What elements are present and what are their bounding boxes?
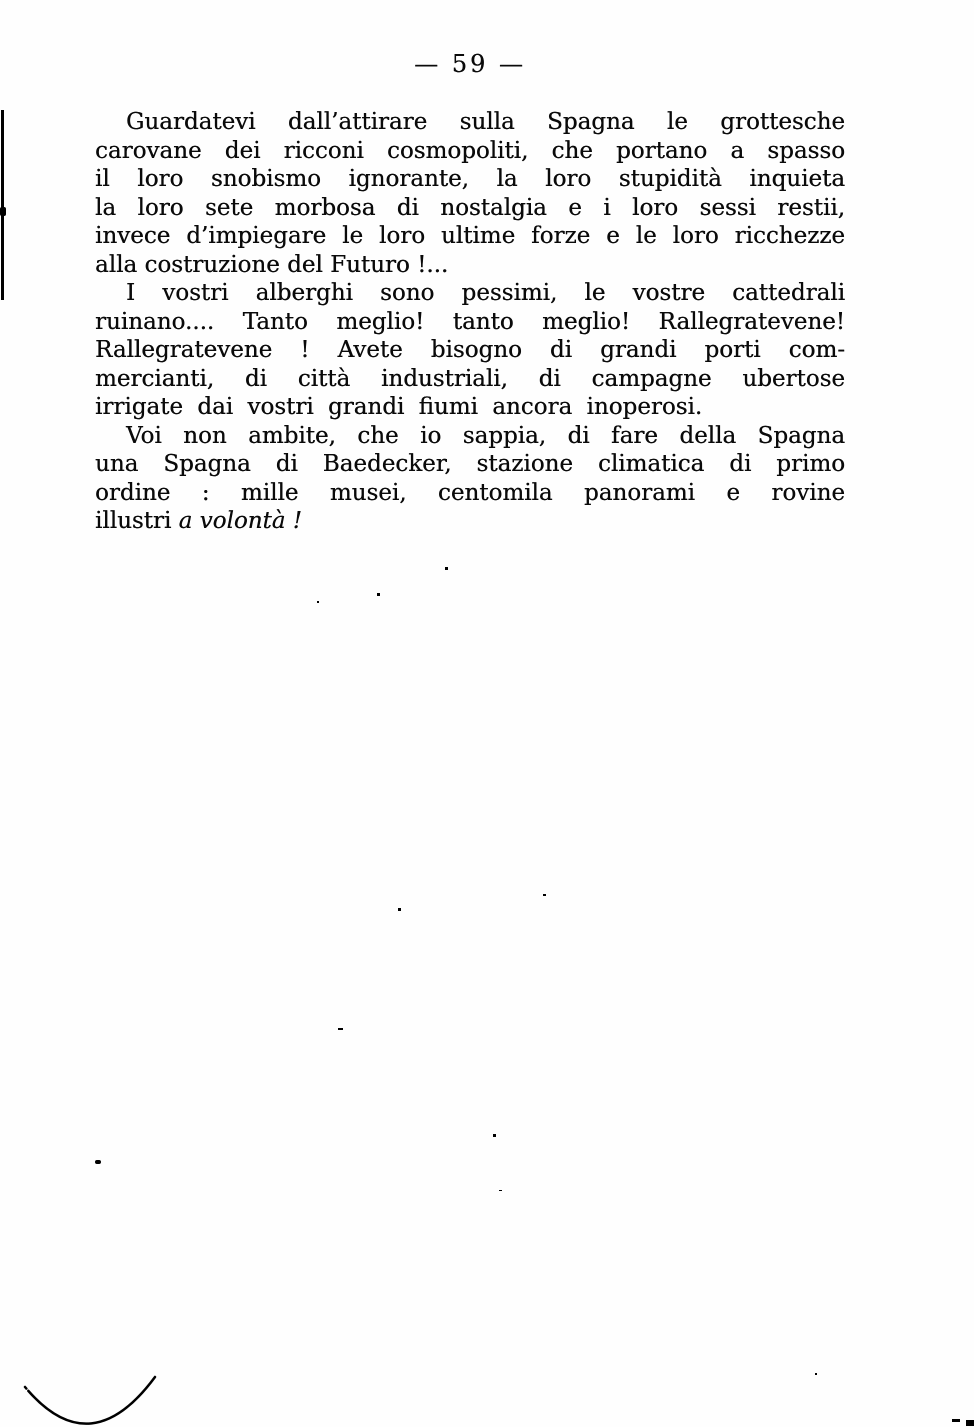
scan-speckle bbox=[338, 1028, 343, 1030]
text-line: mercianti, di città industriali, di campagne ubertose bbox=[95, 365, 845, 392]
scan-speckle bbox=[493, 1134, 496, 1137]
page-curl-mark bbox=[20, 1370, 160, 1427]
text-roman: illustri bbox=[95, 508, 179, 534]
text-line: il loro snobismo ignorante, la loro stupidità inquieta bbox=[95, 166, 845, 192]
scan-speckle bbox=[952, 1419, 960, 1422]
text-line: una Spagna di Baedecker, stazione climatica di primo bbox=[95, 451, 845, 477]
scan-speckle bbox=[499, 1190, 502, 1191]
scan-edge-line bbox=[1, 110, 4, 300]
text-line: I vostri alberghi sono pessimi, le vostre cattedrali bbox=[126, 280, 845, 306]
text-italic: a volontà ! bbox=[178, 508, 302, 534]
text-line: Voi non ambite, che io sappia, di fare della Spagna bbox=[126, 422, 845, 449]
text-line: alla costruzione del Futuro !... bbox=[95, 251, 449, 278]
scan-speckle bbox=[445, 567, 448, 570]
text-line bbox=[95, 507, 845, 536]
text-block bbox=[95, 108, 845, 536]
text-line: irrigate dai vostri grandi fiumi ancora inoperosi. bbox=[95, 394, 703, 420]
scan-speckle bbox=[398, 908, 401, 911]
scan-speckle bbox=[377, 593, 380, 596]
text-line: ruinano.... Tanto meglio! tanto meglio! Rallegratevene! bbox=[95, 308, 845, 335]
text-line: la loro sete morbosa di nostalgia e i loro sessi restii, bbox=[95, 194, 845, 221]
text-line: Guardatevi dall’attirare sulla Spagna le grottesche bbox=[126, 109, 845, 135]
scan-edge-mark bbox=[0, 207, 6, 216]
scan-speckle bbox=[317, 601, 319, 603]
text-line: Rallegratevene ! Avete bisogno di grandi porti com- bbox=[95, 337, 845, 363]
scan-speckle bbox=[966, 1420, 974, 1426]
text-line: ordine : mille musei, centomila panorami e rovine bbox=[95, 479, 845, 506]
text-line: invece d’impiegare le loro ultime forze e le loro ricchezze bbox=[95, 223, 845, 249]
page-number: — 59 — bbox=[414, 50, 526, 78]
scan-speckle bbox=[815, 1373, 817, 1375]
scan-speckle bbox=[95, 1160, 101, 1164]
scan-speckle bbox=[543, 894, 546, 896]
text-line: carovane dei ricconi cosmopoliti, che portano a spasso bbox=[95, 137, 845, 164]
